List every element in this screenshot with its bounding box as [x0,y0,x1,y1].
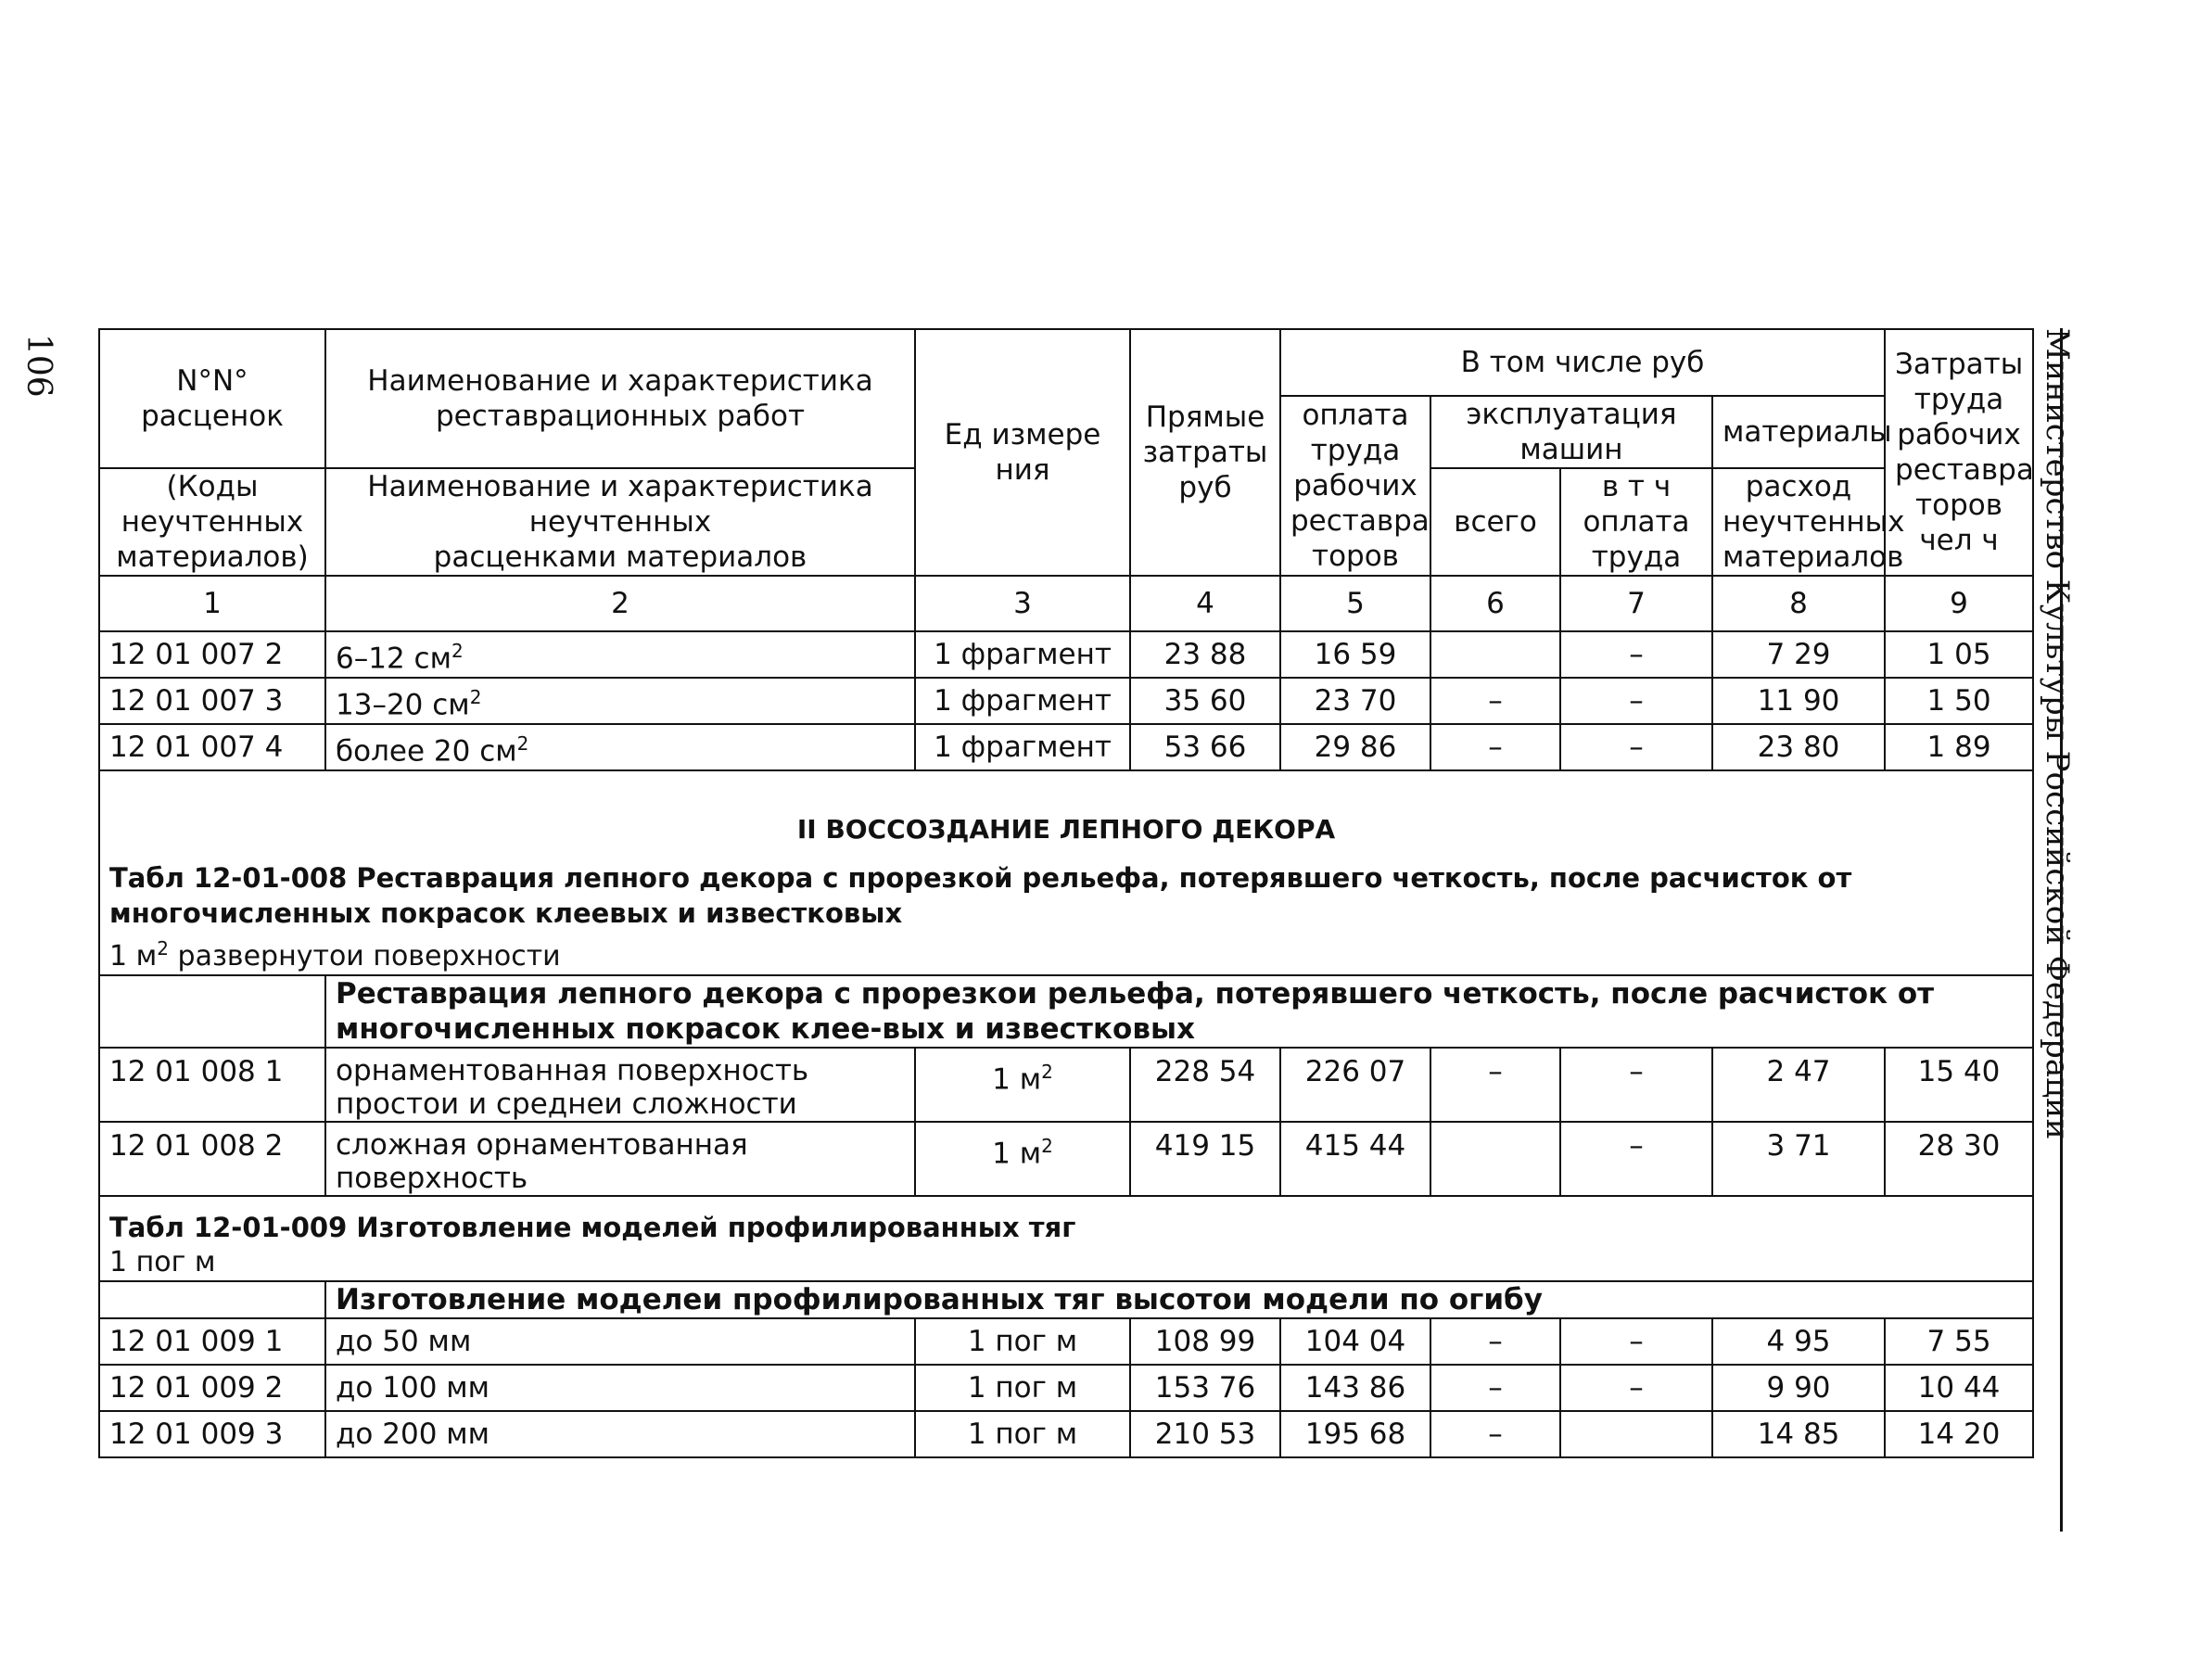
cell-unit: 1 фрагмент [915,724,1130,770]
cell-labor: 415 44 [1280,1122,1430,1196]
table-title: Табл 12-01-009 Изготовление моделей профилированных тяг [109,1212,1076,1243]
cell-hours: 7 55 [1885,1318,2033,1365]
column-number: 6 [1430,576,1560,631]
cell-mach_labor: – [1560,1365,1712,1411]
side-title-text: Министерство Культуры Российской Федерации [2039,328,2076,1140]
cell-code: 12 01 009 3 [99,1411,325,1457]
cell-mach_labor: – [1560,1122,1712,1196]
cell-labor: 23 70 [1280,678,1430,724]
cell-labor: 195 68 [1280,1411,1430,1457]
cell-mat: 7 29 [1712,631,1885,678]
cell-name: 6–12 $см^2$ [325,631,915,678]
cell-mach: – [1430,1048,1560,1122]
cell-hours: 1 50 [1885,678,2033,724]
cell-mat: 3 71 [1712,1122,1885,1196]
table-row [99,631,2033,678]
header-unit: Ед измере ния [915,329,1130,576]
header-codes: N°N° расценок [99,329,325,468]
side-running-title [2035,328,2076,1140]
table-row [99,1318,2033,1365]
header-material-codes: (Коды неучтенных материалов) [99,468,325,576]
page-number: 106 [19,334,57,398]
column-number: 3 [915,576,1130,631]
cell-mach: – [1430,1365,1560,1411]
cell-code: 12 01 007 3 [99,678,325,724]
cell-mach [1430,631,1560,678]
cell-direct: 419 15 [1130,1122,1280,1196]
cell-name: до 100 мм [325,1365,915,1411]
cell-direct: 53 66 [1130,724,1280,770]
cell-hours: 14 20 [1885,1411,2033,1457]
cell-name: до 50 мм [325,1318,915,1365]
cell-mach_labor: – [1560,1318,1712,1365]
cell-hours: 1 05 [1885,631,2033,678]
cell-direct: 108 99 [1130,1318,1280,1365]
cell-labor: 143 86 [1280,1365,1430,1411]
header-materials-usage: расход неучтенных материалов [1712,468,1885,576]
cell-direct: 35 60 [1130,678,1280,724]
cell-hours: 1 89 [1885,724,2033,770]
cell-mach: – [1430,678,1560,724]
cell-hours: 15 40 [1885,1048,2033,1122]
header-machines-total: всего [1430,468,1560,576]
cell-mach [1430,1122,1560,1196]
cell-mach: – [1430,1318,1560,1365]
cell-name: до 200 мм [325,1411,915,1457]
header-labor-pay: оплата труда рабочих реставра торов [1280,396,1430,576]
cell-direct: 210 53 [1130,1411,1280,1457]
column-number: 7 [1560,576,1712,631]
cell-unit: 1 $м^2$ [915,1048,1130,1122]
header-machines-labor: в т ч оплата труда [1560,468,1712,576]
cell-unit: 1 $м^2$ [915,1122,1130,1196]
header-direct-costs: Прямые затраты руб [1130,329,1280,576]
cell-hours: 28 30 [1885,1122,2033,1196]
cell-mat: 9 90 [1712,1365,1885,1411]
cell-labor: 226 07 [1280,1048,1430,1122]
cell-mach_labor: – [1560,678,1712,724]
cell-code: 12 01 008 1 [99,1048,325,1122]
cell-direct: 23 88 [1130,631,1280,678]
header-including: В том числе руб [1280,329,1885,396]
group-header: Реставрация лепного декора с прорезкои рельефа, потерявшего четкость, после расчисток от многочисленных покрасок клее-вых и известковых [325,975,2033,1048]
cell-name: 13–20 $см^2$ [325,678,915,724]
cell-code: 12 01 008 2 [99,1122,325,1196]
column-number: 4 [1130,576,1280,631]
cell-hours: 10 44 [1885,1365,2033,1411]
side-rule [2060,328,2063,1532]
table-row [99,724,2033,770]
cell-code: 12 01 007 2 [99,631,325,678]
table-row [99,1048,2033,1122]
cell-mat: 2 47 [1712,1048,1885,1122]
cell-code: 12 01 009 2 [99,1365,325,1411]
cell-unit: 1 фрагмент [915,631,1130,678]
column-number: 9 [1885,576,2033,631]
cell-mach_labor: – [1560,1048,1712,1122]
header-name: Наименование и характеристика реставрационных работ [325,329,915,468]
cell-mat: 14 85 [1712,1411,1885,1457]
column-number: 8 [1712,576,1885,631]
section-2-block [99,770,2033,975]
table-title: Табл 12-01-008 Реставрация лепного декора с прорезкой рельефа, потерявшего четкость, после расчисток от многочисленных покрасок клеевых и известковых [109,862,1852,929]
column-number: 1 [99,576,325,631]
cell-mat: 11 90 [1712,678,1885,724]
cell-code: 12 01 009 1 [99,1318,325,1365]
cell-unit: 1 пог м [915,1411,1130,1457]
cell-labor: 29 86 [1280,724,1430,770]
cell-mach_labor [1560,1411,1712,1457]
cell-unit: 1 пог м [915,1318,1130,1365]
cell-mach: – [1430,1411,1560,1457]
cell-mach_labor: – [1560,631,1712,678]
group-empty-cell [99,975,325,1048]
table-row [99,1411,2033,1457]
cell-labor: 104 04 [1280,1318,1430,1365]
cell-direct: 153 76 [1130,1365,1280,1411]
table-row [99,1122,2033,1196]
header-material-name: Наименование и характеристика неучтенных расценками материалов [325,468,915,576]
header-labor-hours: Затраты труда рабочих реставра торов чел ч [1885,329,2033,576]
section-3-block [99,1196,2033,1281]
header-machines: эксплуатация машин [1430,396,1712,468]
cell-mat: 23 80 [1712,724,1885,770]
column-number: 2 [325,576,915,631]
group-header: Изготовление моделеи профилированных тяг высотои модели по огибу [325,1281,2033,1318]
cell-mat: 4 95 [1712,1318,1885,1365]
cell-mach: – [1430,724,1560,770]
table-row [99,1365,2033,1411]
cell-mach_labor: – [1560,724,1712,770]
cell-unit: 1 пог м [915,1365,1130,1411]
cell-code: 12 01 007 4 [99,724,325,770]
table-unit: 1 $м^2$ развернутои поверхности [109,937,561,973]
cell-name: более 20 $см^2$ [325,724,915,770]
column-number: 5 [1280,576,1430,631]
cell-unit: 1 фрагмент [915,678,1130,724]
header-materials: материалы [1712,396,1885,468]
table-row [99,678,2033,724]
cell-direct: 228 54 [1130,1048,1280,1122]
cell-name: орнаментованная поверхность простои и среднеи сложности [325,1048,915,1122]
price-table [98,328,2034,1458]
section-title: II ВОССОЗДАНИЕ ЛЕПНОГО ДЕКОРА [796,814,1336,845]
table-unit: 1 пог м [109,1246,216,1278]
cell-labor: 16 59 [1280,631,1430,678]
group-empty-cell [99,1281,325,1318]
cell-name: сложная орнаментованная поверхность [325,1122,915,1196]
